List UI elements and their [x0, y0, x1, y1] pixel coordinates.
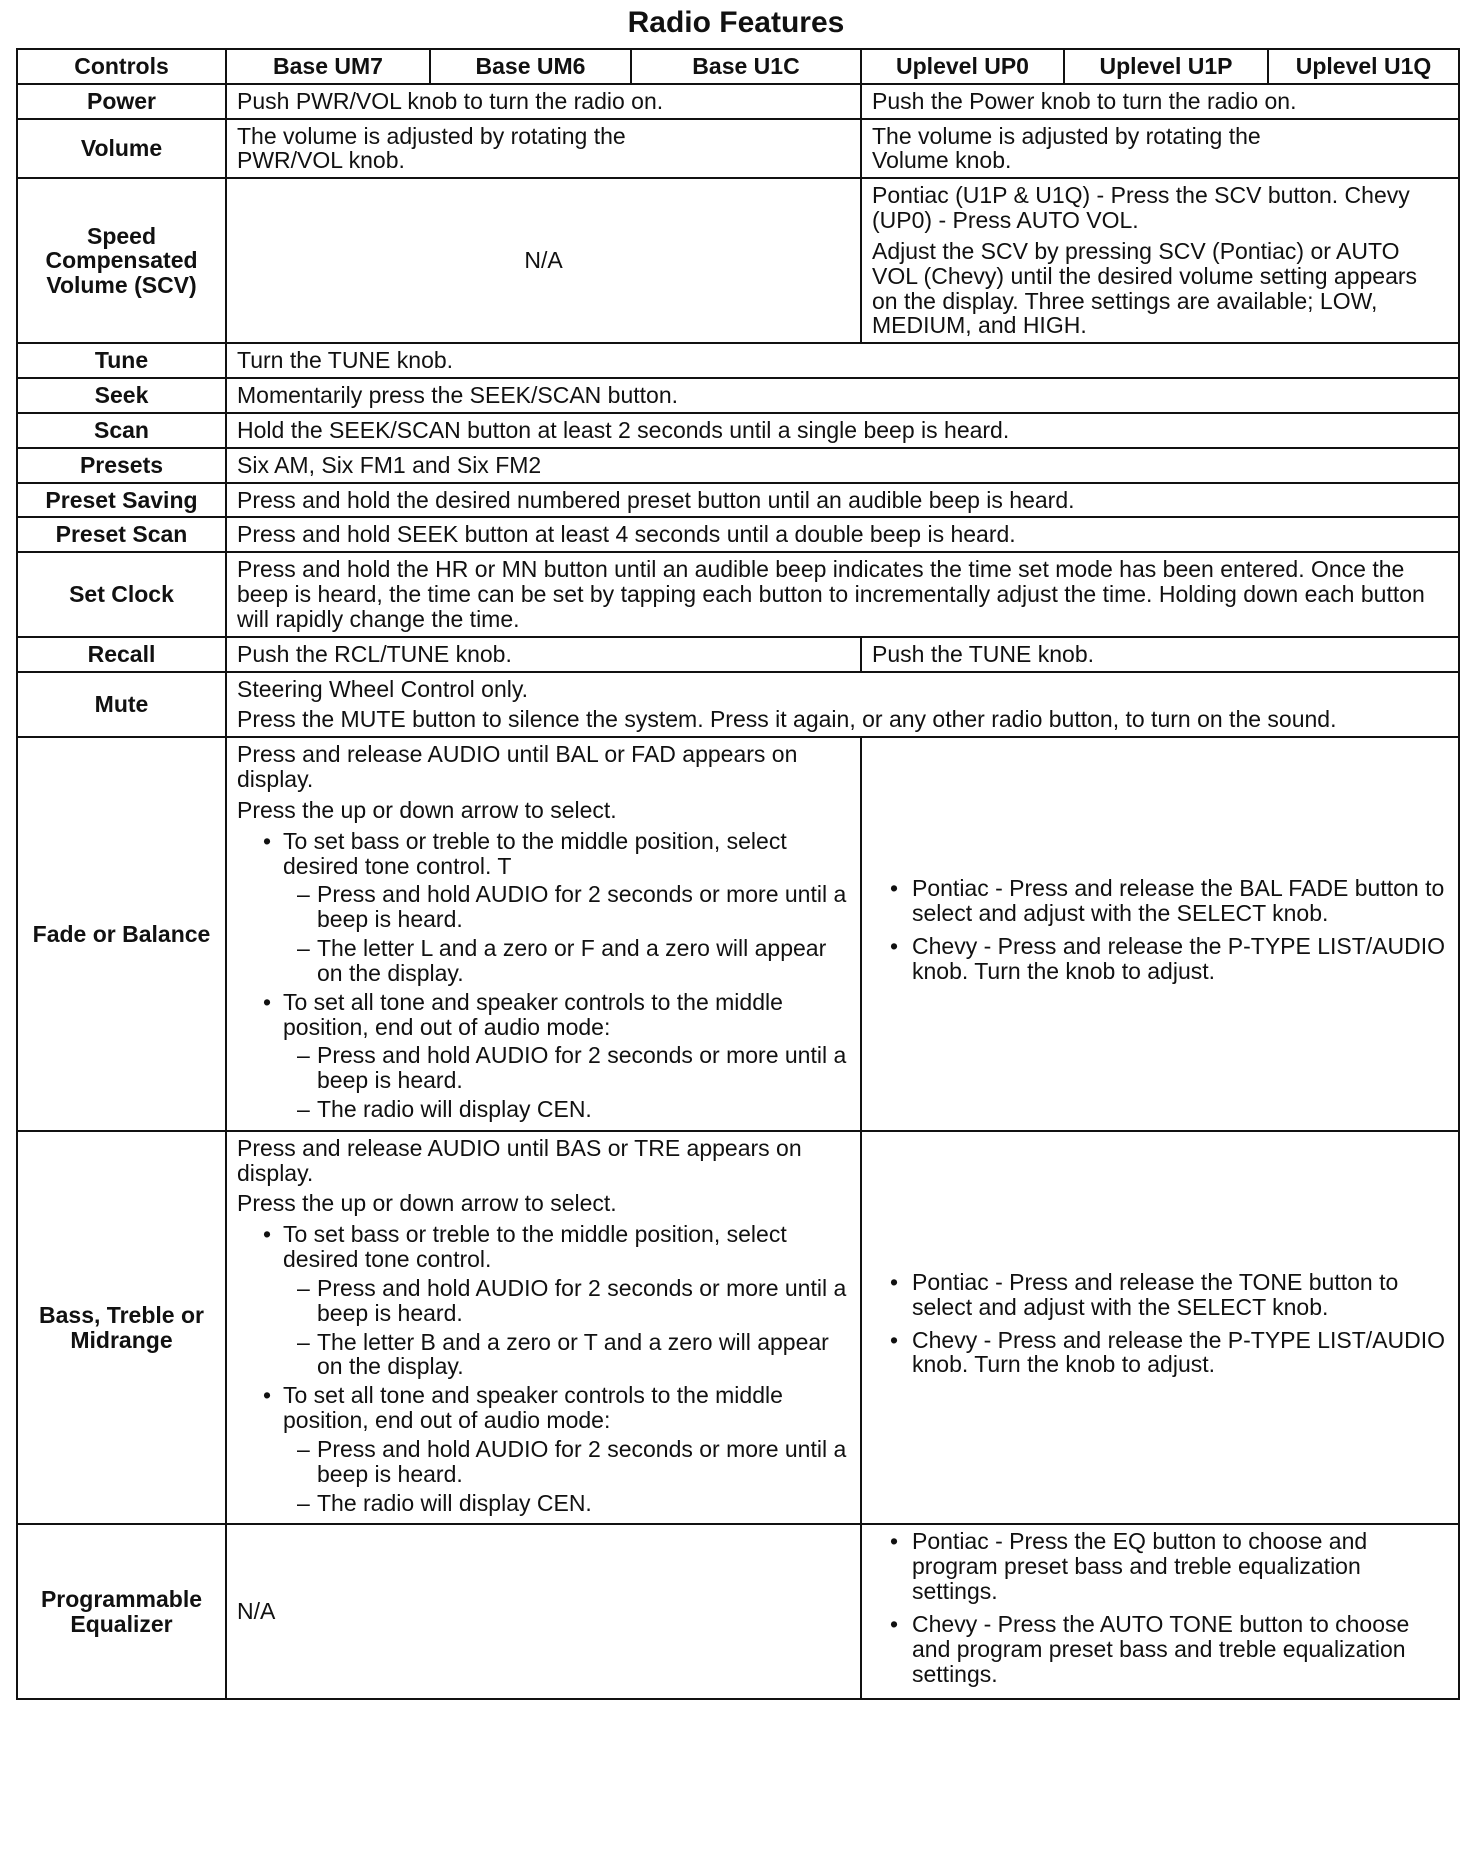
radio-features-table — [16, 48, 1460, 1700]
base-description: N/A — [226, 178, 861, 343]
description: Press and hold SEEK button at least 4 seconds until a double beep is heard. — [226, 517, 1459, 552]
list-item: – The letter B and a zero or T and a zero will appear on the display. — [317, 1330, 850, 1380]
bullet-text: To set all tone and speaker controls to the middle position, end out of audio mode: — [283, 1382, 783, 1434]
base-description: Push the RCL/TUNE knob. — [226, 637, 861, 672]
list-item: – Press and hold AUDIO for 2 seconds or more until a beep is heard. — [317, 1043, 850, 1093]
uplevel-description — [861, 1524, 1459, 1699]
dash-list — [283, 1043, 850, 1121]
uplevel-description: Push the Power knob to turn the radio on. — [861, 84, 1459, 119]
control-label: Tune — [17, 343, 226, 378]
description: Momentarily press the SEEK/SCAN button. — [226, 378, 1459, 413]
fade-step-2: Press the up or down arrow to select. — [237, 796, 617, 823]
header-row — [17, 49, 1459, 84]
row-presets — [17, 448, 1459, 483]
fade-bullet-list — [237, 829, 850, 1122]
description: Six AM, Six FM1 and Six FM2 — [226, 448, 1459, 483]
uplevel-description — [861, 178, 1459, 343]
control-label: Preset Scan — [17, 517, 226, 552]
uplevel-bullet-list — [872, 876, 1448, 983]
list-item: • Pontiac - Press and release the BAL FADE button to select and adjust with the SELECT knob. — [912, 876, 1448, 926]
dash-list — [283, 882, 850, 985]
base-description — [226, 1131, 861, 1525]
description: Turn the TUNE knob. — [226, 343, 1459, 378]
uplevel-description: The volume is adjusted by rotating the Volume knob. — [861, 119, 1459, 179]
bass-step-1: Press and release AUDIO until BAS or TRE appears on display. — [237, 1134, 802, 1186]
uplevel-description — [861, 737, 1459, 1131]
header-base-um6: Base UM6 — [430, 49, 631, 84]
fade-step-1: Press and release AUDIO until BAL or FAD appears on display. — [237, 741, 798, 793]
scv-activate-text: Pontiac (U1P & U1Q) - Press the SCV button. Chevy (UP0) - Press AUTO VOL. — [872, 182, 1410, 234]
row-scan — [17, 413, 1459, 448]
control-label: Bass, Treble or Midrange — [17, 1131, 226, 1525]
list-item: – Press and hold AUDIO for 2 seconds or more until a beep is heard. — [317, 1276, 850, 1326]
row-preset-saving — [17, 483, 1459, 518]
control-label: Recall — [17, 637, 226, 672]
header-controls: Controls — [17, 49, 226, 84]
row-recall — [17, 637, 1459, 672]
row-fade-balance — [17, 737, 1459, 1131]
base-description: Push PWR/VOL knob to turn the radio on. — [226, 84, 861, 119]
base-description: N/A — [226, 1524, 861, 1699]
control-label: Programmable Equalizer — [17, 1524, 226, 1699]
control-label: Mute — [17, 672, 226, 738]
base-description: The volume is adjusted by rotating the PWR/VOL knob. — [226, 119, 861, 179]
control-label: Scan — [17, 413, 226, 448]
row-seek — [17, 378, 1459, 413]
uplevel-bullet-list — [872, 1529, 1448, 1686]
description — [226, 672, 1459, 738]
row-scv — [17, 178, 1459, 343]
uplevel-bullet-list — [872, 1270, 1448, 1377]
list-item: – The radio will display CEN. — [317, 1097, 850, 1122]
bass-step-2: Press the up or down arrow to select. — [237, 1190, 617, 1217]
list-item: – The letter L and a zero or F and a zero will appear on the display. — [317, 936, 850, 986]
bullet-text: To set bass or treble to the middle position, select desired tone control. T — [283, 827, 787, 879]
control-label: Set Clock — [17, 552, 226, 636]
row-mute — [17, 672, 1459, 738]
bullet-text: To set bass or treble to the middle position, select desired tone control. — [283, 1221, 787, 1273]
description: Press and hold the HR or MN button until an audible beep indicates the time set mode has been entered. Once the beep is heard, the time can be set by tapping each button to incrementally adjust the time. Holding down each button will rapidly change the time. — [226, 552, 1459, 636]
header-base-um7: Base UM7 — [226, 49, 430, 84]
uplevel-description — [861, 1131, 1459, 1525]
control-label: Speed Compensated Volume (SCV) — [17, 178, 226, 343]
control-label: Preset Saving — [17, 483, 226, 518]
list-item — [283, 1222, 850, 1379]
dash-list — [283, 1276, 850, 1379]
row-power — [17, 84, 1459, 119]
header-base-u1c: Base U1C — [631, 49, 861, 84]
list-item: • Chevy - Press and release the P-TYPE LIST/AUDIO knob. Turn the knob to adjust. — [912, 1328, 1448, 1378]
list-item: • Chevy - Press and release the P-TYPE LIST/AUDIO knob. Turn the knob to adjust. — [912, 934, 1448, 984]
list-item: – The radio will display CEN. — [317, 1491, 850, 1516]
row-preset-scan — [17, 517, 1459, 552]
control-label: Presets — [17, 448, 226, 483]
control-label: Fade or Balance — [17, 737, 226, 1131]
mute-instruction: Press the MUTE button to silence the system. Press it again, or any other radio button, to turn on the sound. — [237, 706, 1337, 733]
list-item — [283, 990, 850, 1122]
row-volume — [17, 119, 1459, 179]
header-uplevel-u1p: Uplevel U1P — [1064, 49, 1268, 84]
list-item: • Chevy - Press the AUTO TONE button to choose and program preset bass and treble equalization settings. — [912, 1612, 1448, 1686]
list-item: • Pontiac - Press the EQ button to choose and program preset bass and treble equalization settings. — [912, 1529, 1448, 1603]
page-title: Radio Features — [627, 6, 845, 39]
list-item: – Press and hold AUDIO for 2 seconds or more until a beep is heard. — [317, 1437, 850, 1487]
uplevel-description: Push the TUNE knob. — [861, 637, 1459, 672]
row-bass-treble — [17, 1131, 1459, 1525]
list-item: – Press and hold AUDIO for 2 seconds or more until a beep is heard. — [317, 882, 850, 932]
list-item — [283, 1383, 850, 1515]
list-item: • Pontiac - Press and release the TONE button to select and adjust with the SELECT knob. — [912, 1270, 1448, 1320]
control-label: Seek — [17, 378, 226, 413]
bullet-text: To set all tone and speaker controls to the middle position, end out of audio mode: — [283, 988, 783, 1040]
base-description — [226, 737, 861, 1131]
row-tune — [17, 343, 1459, 378]
row-programmable-equalizer — [17, 1524, 1459, 1699]
scv-adjust-text: Adjust the SCV by pressing SCV (Pontiac) or AUTO VOL (Chevy) until the desired volume setting appears on the display. Three settings are available; LOW, MEDIUM, and HIGH. — [872, 237, 1418, 339]
control-label: Power — [17, 84, 226, 119]
header-uplevel-up0: Uplevel UP0 — [861, 49, 1064, 84]
description: Hold the SEEK/SCAN button at least 2 seconds until a single beep is heard. — [226, 413, 1459, 448]
description: Press and hold the desired numbered preset button until an audible beep is heard. — [226, 483, 1459, 518]
header-uplevel-u1q: Uplevel U1Q — [1268, 49, 1459, 84]
mute-note: Steering Wheel Control only. — [237, 675, 529, 702]
row-set-clock — [17, 552, 1459, 636]
list-item — [283, 829, 850, 986]
dash-list — [283, 1437, 850, 1515]
bass-bullet-list — [237, 1222, 850, 1515]
control-label: Volume — [17, 119, 226, 179]
